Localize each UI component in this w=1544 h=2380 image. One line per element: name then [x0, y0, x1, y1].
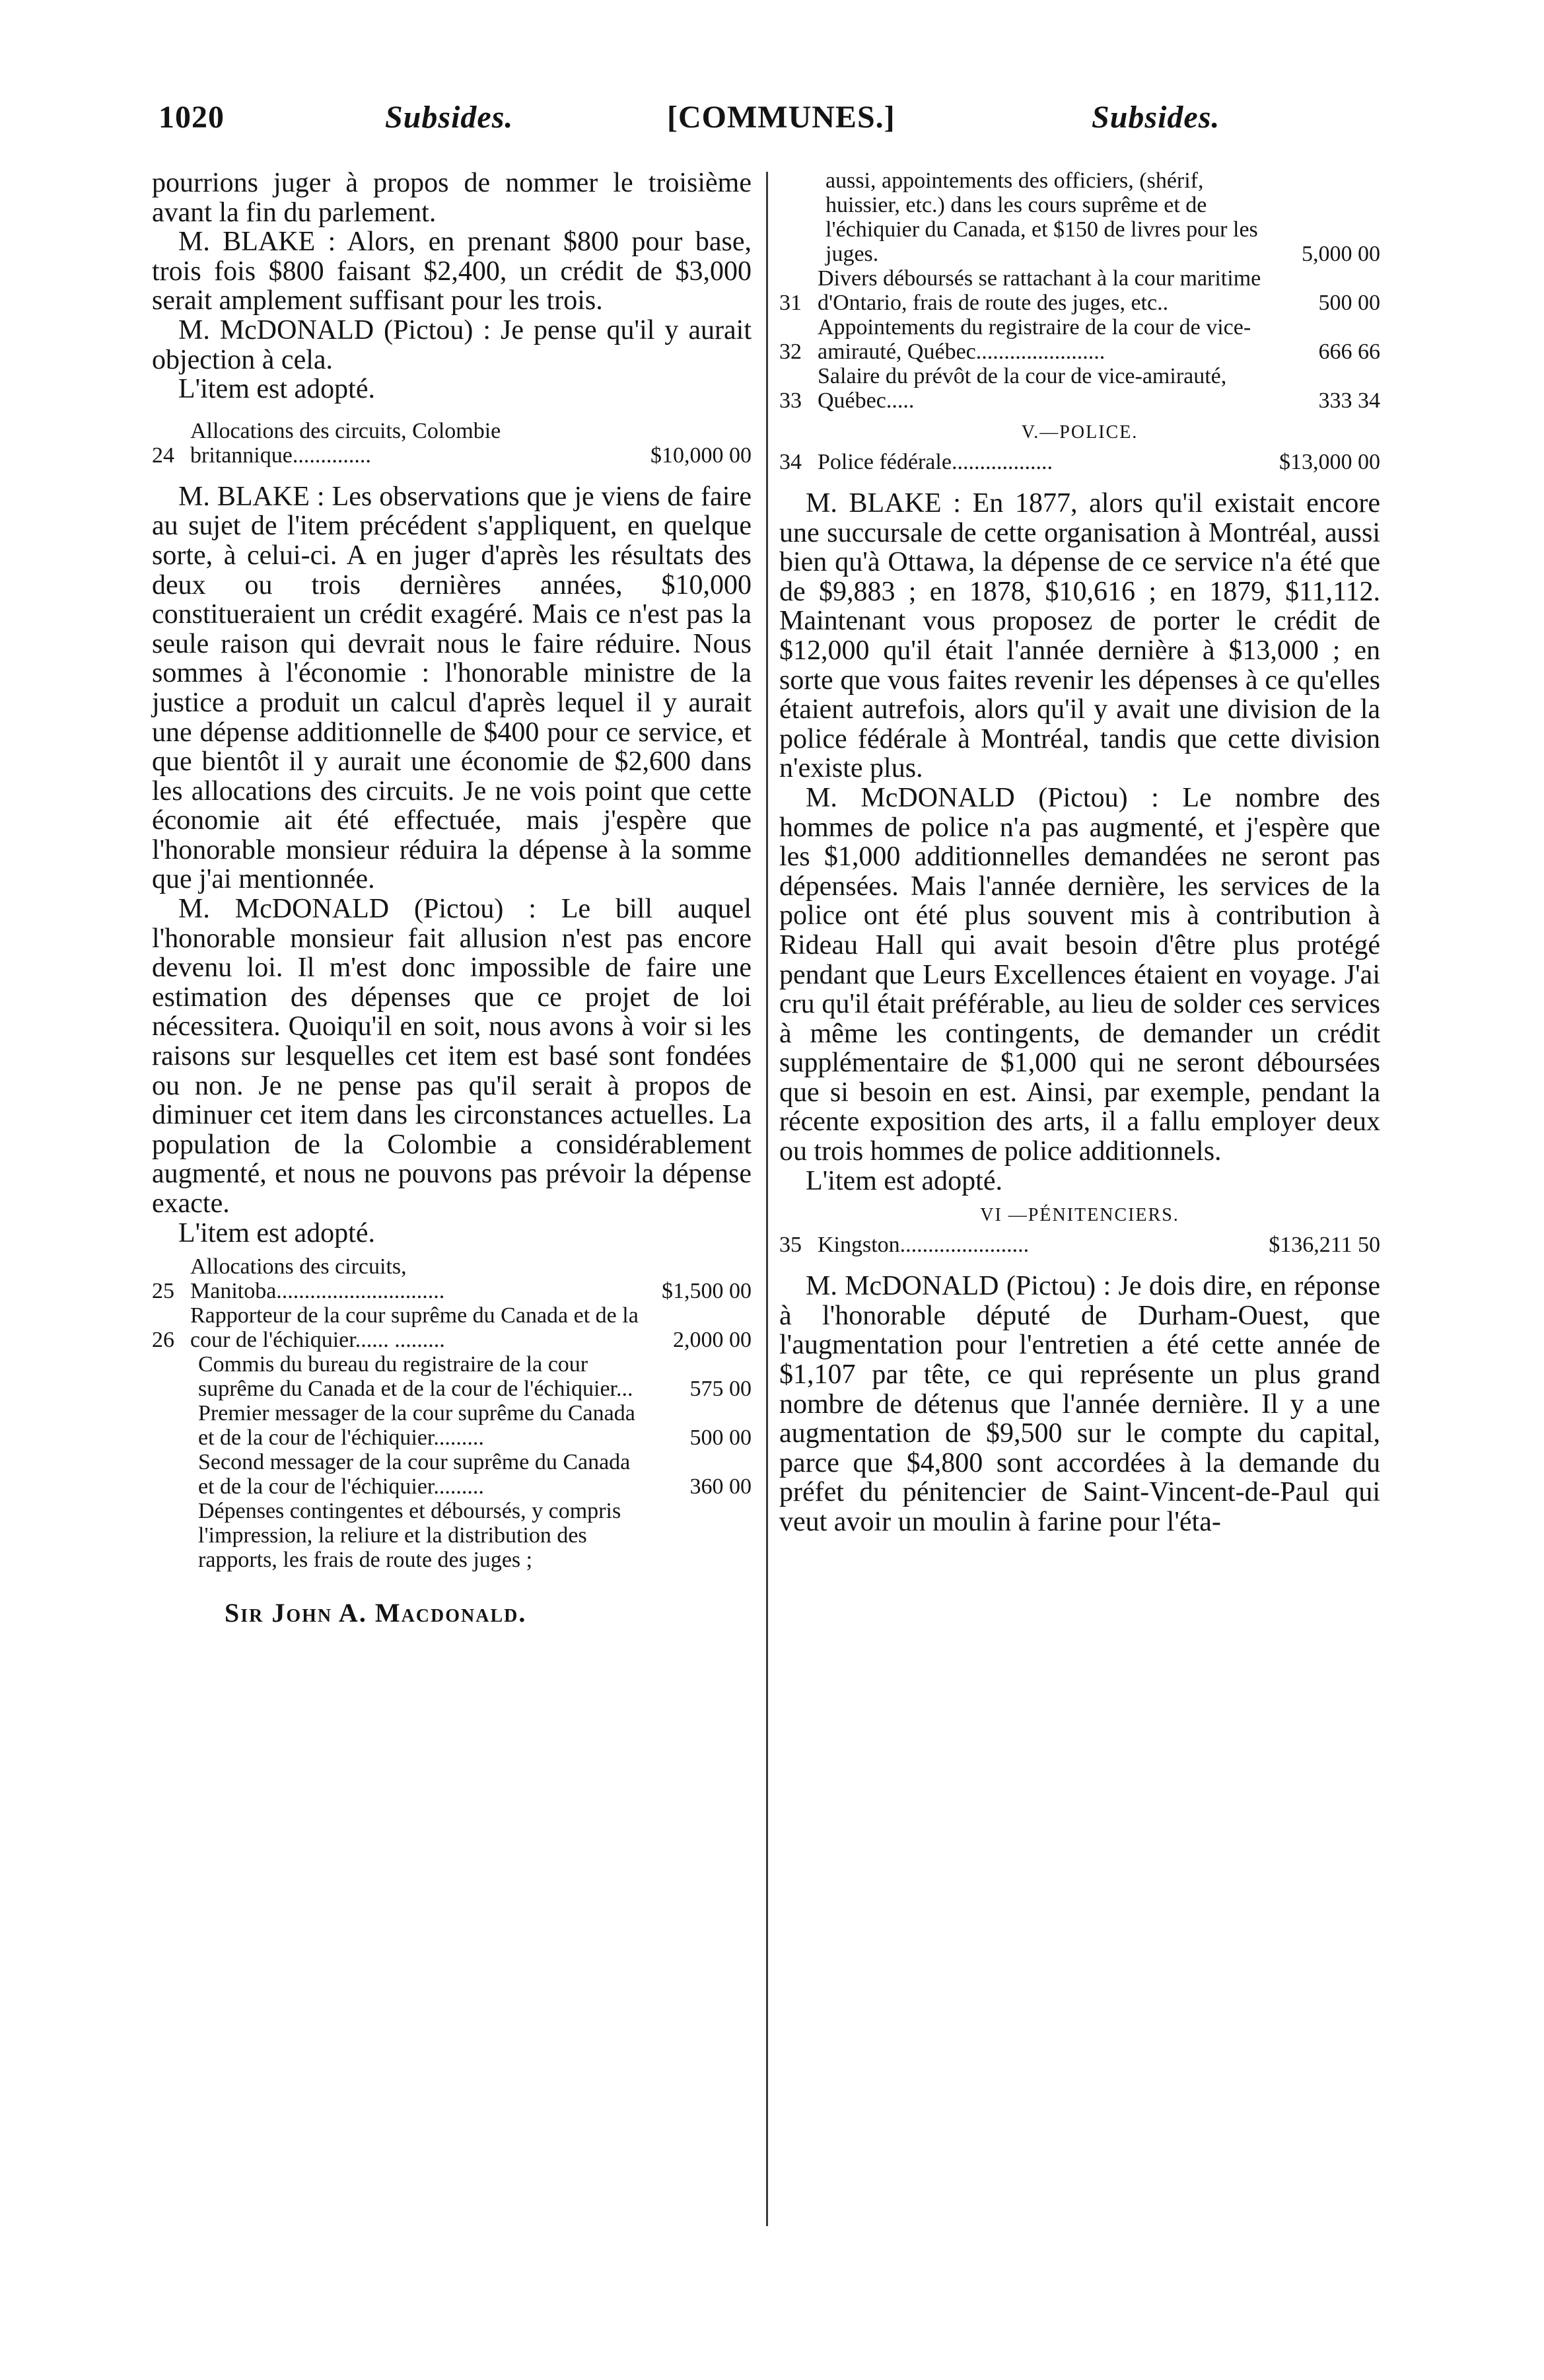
paragraph: M. BLAKE : En 1877, alors qu'il existait encore une succursale de cette organisation à Montréal, aussi bien qu'à Ottawa, la dépense de ce service n'a été que de $9,883 ; en 1878, $10,616 ; en 1879, $11,112. Maintenant vous proposez de porter le crédit de $12,000 qu'il était l'année dernière à $13,000 ; en sorte que vous faites revenir les dépenses à ce qu'elles étaient autrefois, alors qu'il y avait une division de la police fédérale à Montréal, tandis que cette division n'existe plus.	[779, 488, 1380, 784]
budget-subitem	[198, 1499, 752, 1572]
paragraph: M. McDONALD (Pictou) : Le bill auquel l'honorable monsieur fait allusion n'est pas encore devenu loi. Il m'est donc impossible de faire une estimation des dépenses que ce projet de loi nécessitera. Quoiqu'il en soit, nous avons à voir si les raisons sur lesquelles cet item est basé sont fondées ou non. Je ne pense pas qu'il serait à propos de diminuer cet item dans les circonstances actuelles. La population de la Colombie a considérablement augmenté, et nous ne pouvons pas prévoir la dépense exacte.	[152, 894, 752, 1219]
section-heading: V.—POLICE.	[1021, 422, 1139, 443]
budget-item	[152, 419, 752, 468]
budget-subitem	[825, 168, 1380, 266]
item-description: Rapporteur de la cour suprême du Canada et de la cour de l'échiquier...... .........	[190, 1303, 639, 1353]
item-adopted-note: L'item est adopté.	[178, 1217, 375, 1248]
item-number: 33	[779, 388, 802, 413]
item-description: aussi, appointements des officiers, (shérif, huissier, etc.) dans les cours suprême et de l'échiquier du Canada, et $150 de livres pour les juges.	[825, 168, 1258, 266]
budget-item	[779, 1233, 1380, 1257]
budget-subitem	[198, 1352, 752, 1401]
item-number: 24	[152, 443, 174, 468]
paragraph: M. McDONALD (Pictou) : Le nombre des hommes de police n'a pas augmenté, et j'espère que les $1,000 additionnelles demandées ne seront pas dépensées. Mais l'année dernière, les services de la police ont été plus souvent mis à contribution à Rideau Hall qui avait besoin d'être plus protégé pendant que Leurs Excellences étaient en voyage. J'ai cru qu'il était préférable, au lieu de solder ces services à même les contingents, de demander un crédit supplémentaire de $1,000 qui ne seront déboursées que si besoin en est. Ainsi, par exemple, pendant la récente exposition des arts, il a fallu employer deux ou trois hommes de police additionnels.	[779, 782, 1380, 1167]
right-column	[779, 168, 1380, 1537]
item-number: 32	[779, 340, 802, 364]
column-divider	[766, 172, 768, 2226]
item-description: Police fédérale..................	[818, 450, 1053, 474]
budget-item	[779, 315, 1380, 364]
item-description: Dépenses contingentes et déboursés, y compris l'impression, la reliure et la distribution des rapports, les frais de route des juges ;	[198, 1499, 621, 1573]
item-number: 35	[779, 1233, 802, 1258]
item-amount: $10,000 00	[650, 443, 752, 468]
paragraph: M. BLAKE : Les observations que je viens de faire au sujet de l'item précédent s'appliquent, en quelque sorte, à celui-ci. A en juger d'après les résultats des deux ou trois dernières années, $10,000 constitueraient un crédit exagéré. Mais ce n'est pas la seule raison qui devrait nous le faire réduire. Nous sommes à l'économie : l'honorable ministre de la justice a produit un calcul d'après lequel il y aurait une dépense additionnelle de $400 pour ce service, et que bientôt il y aurait une économie de $2,600 dans les allocations des circuits. Je ne vois point que cette économie ait été effectuée, mais j'espère que l'honorable monsieur réduira la dépense à la somme que j'ai mentionnée.	[152, 481, 752, 895]
item-description: Premier messager de la cour suprême du Canada et de la cour de l'échiquier.........	[198, 1401, 635, 1451]
left-column	[152, 168, 752, 1628]
running-header-center: [COMMUNES.]	[667, 100, 895, 135]
item-description: Allocations des circuits, Manitoba..............................	[190, 1254, 445, 1304]
item-amount: $13,000 00	[1279, 450, 1380, 474]
budget-subitem	[198, 1401, 752, 1450]
budget-subitems	[825, 168, 1380, 266]
item-amount: 333 34	[1318, 388, 1380, 413]
item-number: 34	[779, 450, 802, 474]
paragraph: M. McDONALD (Pictou) : Je pense qu'il y aurait objection à cela.	[152, 314, 752, 375]
item-number: 25	[152, 1279, 174, 1304]
item-description: Salaire du prévôt de la cour de vice-amirauté, Québec.....	[818, 364, 1227, 413]
item-description: Allocations des circuits, Colombie britannique..............	[190, 418, 501, 468]
item-number: 31	[779, 291, 802, 315]
budget-item	[779, 450, 1380, 474]
page-number: 1020	[158, 100, 225, 135]
item-amount: 2,000 00	[673, 1328, 752, 1353]
paragraph: M. BLAKE : Alors, en prenant $800 pour base, trois fois $800 faisant $2,400, un crédit de $3,000 serait amplement suffisant pour les trois.	[152, 227, 752, 316]
item-description: Appointements du registraire de la cour de vice-amirauté, Québec.......................	[818, 315, 1251, 364]
budget-item	[152, 1254, 752, 1303]
signature: Sir John A. Macdonald.	[225, 1598, 527, 1628]
paragraph: M. McDONALD (Pictou) : Je dois dire, en réponse à l'honorable député de Durham-Ouest, que l'augmentation pour l'entretien a été cette année de $1,107 par tête, ce qui représente un plus grand nombre de détenus que l'année dernière. Il y a une augmentation de $9,500 sur le compte du capital, parce que $4,800 sont accordées à la demande du préfet du pénitencier de Saint-Vincent-de-Paul qui veut avoir un moulin à farine pour l'éta-	[779, 1271, 1380, 1537]
item-amount: 5,000 00	[1302, 242, 1380, 266]
budget-subitem	[198, 1450, 752, 1499]
item-amount: 360 00	[689, 1474, 752, 1499]
item-description: Second messager de la cour suprême du Canada et de la cour de l'échiquier.........	[198, 1450, 631, 1499]
item-description: Commis du bureau du registraire de la cour suprême du Canada et de la cour de l'échiquier...	[198, 1352, 633, 1402]
item-amount: 500 00	[689, 1425, 752, 1451]
running-subject-right: Subsides.	[1092, 100, 1220, 135]
item-amount: 575 00	[689, 1377, 752, 1402]
item-amount: $136,211 50	[1269, 1233, 1380, 1258]
item-adopted-note: L'item est adopté.	[178, 374, 375, 405]
item-number: 26	[152, 1328, 174, 1353]
section-heading: VI —PÉNITENCIERS.	[980, 1205, 1179, 1226]
budget-subitems	[198, 1352, 752, 1572]
item-amount: 666 66	[1318, 340, 1380, 364]
item-adopted-note: L'item est adopté.	[806, 1165, 1002, 1196]
budget-item	[152, 1303, 752, 1352]
item-description: Divers déboursés se rattachant à la cour maritime d'Ontario, frais de route des juges, etc..	[818, 266, 1261, 315]
paragraph: pourrions juger à propos de nommer le troisième avant la fin du parlement.	[152, 168, 752, 228]
item-description: Kingston.......................	[818, 1233, 1030, 1258]
budget-item	[779, 364, 1380, 413]
item-amount: $1,500 00	[662, 1279, 752, 1304]
running-subject-left: Subsides.	[385, 100, 514, 135]
budget-item	[779, 266, 1380, 315]
item-amount: 500 00	[1318, 291, 1380, 315]
